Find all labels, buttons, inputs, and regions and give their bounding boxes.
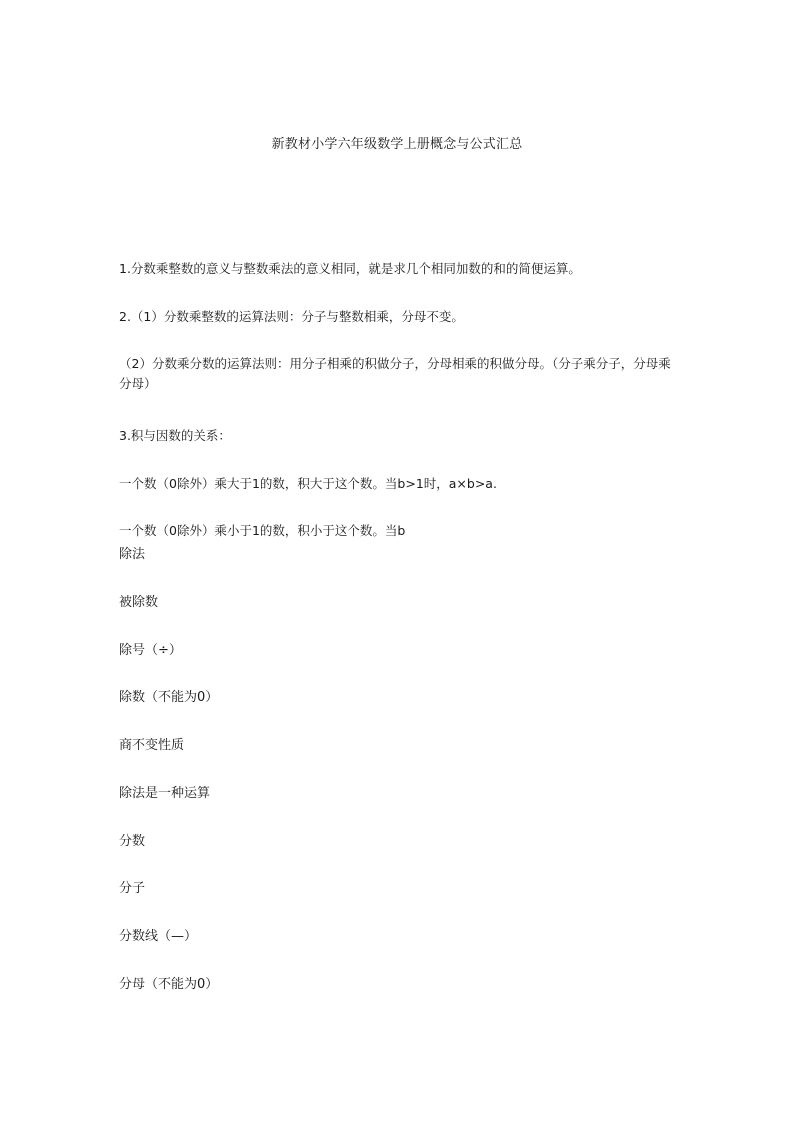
- term-item: 分数线（—）: [119, 929, 198, 944]
- paragraph-6: 一个数（0除外）乘小于1的数，积小于这个数。当b: [119, 523, 406, 538]
- paragraph-5: 一个数（0除外）乘大于1的数，积大于这个数。当b>1时，a×b>a.: [119, 476, 497, 491]
- term-item: 分子: [119, 881, 146, 896]
- term-item: 分数: [119, 834, 146, 849]
- term-item: 分母（不能为0）: [119, 977, 219, 992]
- paragraph-2: 2.（1）分数乘整数的运算法则：分子与整数相乘，分母不变。: [119, 309, 464, 324]
- term-item: 除号（÷）: [119, 643, 182, 658]
- document-title: 新教材小学六年级数学上册概念与公式汇总: [271, 137, 523, 152]
- term-item: 除数（不能为0）: [119, 690, 219, 705]
- term-item: 被除数: [119, 595, 159, 610]
- paragraph-4: 3.积与因数的关系：: [119, 428, 231, 443]
- paragraph-1: 1.分数乘整数的意义与整数乘法的意义相同，就是求几个相同加数的和的简便运算。: [119, 261, 581, 276]
- term-item: 商不变性质: [119, 738, 185, 753]
- paragraph-3: （2）分数乘分数的运算法则：用分子相乘的积做分子，分母相乘的积做分母。（分子乘分子，分母乘分母）: [119, 356, 671, 391]
- term-item: 除法: [119, 547, 146, 562]
- term-item: 除法是一种运算: [119, 786, 211, 801]
